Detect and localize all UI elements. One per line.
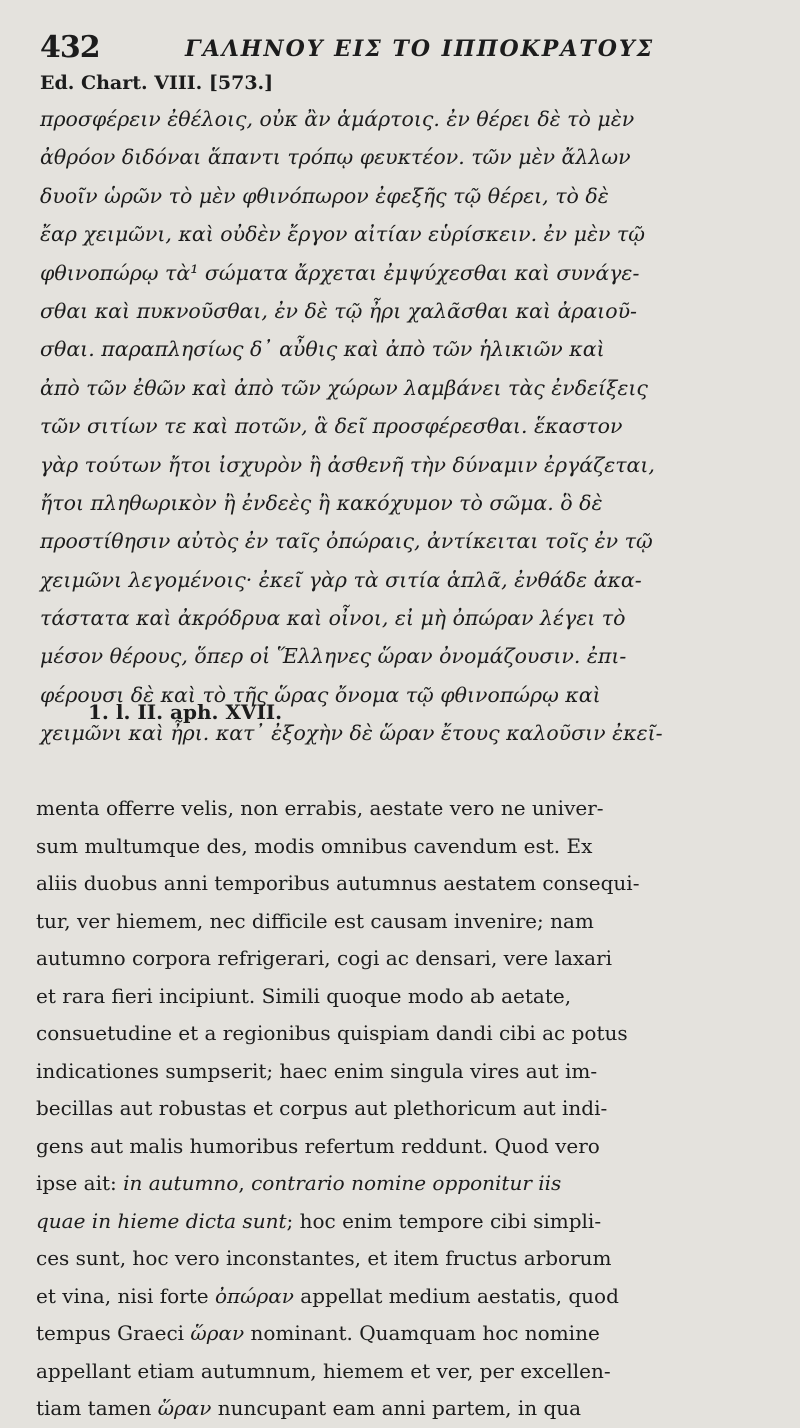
latin-line: consuetudine et a regionibus quispiam dandi cibi ac potus — [36, 1021, 628, 1045]
latin-line: gens aut malis humoribus refertum reddunt. Quod vero — [36, 1133, 600, 1158]
latin-line: appellant etiam autumnum, hiemem et ver, per excellen- — [36, 1358, 611, 1383]
latin-line: aliis duobus anni temporibus autumnus aestatem consequi- — [36, 871, 640, 895]
greek-line: φέρουσι δὲ καὶ τὸ τῆς ὥρας ὄνομα τῷ φθινοπώρῳ καὶ — [40, 682, 601, 707]
running-title: ΓΑΛΗΝΟΥ ΕΙΣ ΤΟ ΙΠΠΟΚΡΑΤΟΥΣ — [185, 36, 655, 62]
latin-text-block — [36, 790, 771, 1428]
edition-reference: Ed. Chart. VIII. [573.] — [40, 72, 274, 94]
footnote: 1. l. II. aph. XVII. — [88, 700, 283, 724]
latin-line: tempus Graeci ὥραν nominant. Quamquam hoc nomine — [36, 1321, 600, 1345]
latin-line: quae in hieme dicta sunt; hoc enim tempore cibi simpli- — [36, 1208, 602, 1233]
greek-text-block — [40, 100, 770, 753]
greek-line: χειμῶνι καὶ ἦρι. κατ᾽ ἐξοχὴν δὲ ὥραν ἔτους καλοῦσιν ἐκεῖ- — [40, 721, 663, 746]
greek-line: προστίθησιν αὐτὸς ἐν ταῖς ὀπώραις, ἀντίκειται τοῖς ἐν τῷ — [40, 529, 653, 554]
greek-line: γὰρ τούτων ἤτοι ἰσχυρὸν ἢ ἀσθενῆ τὴν δύναμιν ἐργάζεται, — [40, 452, 655, 477]
latin-line: sum multumque des, modis omnibus cavendum est. Ex — [36, 833, 593, 858]
latin-line: et rara fieri incipiunt. Simili quoque modo ab aetate, — [36, 983, 572, 1008]
greek-line: ἀθρόον διδόναι ἅπαντι τρόπῳ φευκτέον. τῶν μὲν ἄλλων — [40, 145, 631, 170]
greek-line: φθινοπώρῳ τὰ¹ σώματα ἄρχεται ἐμψύχεσθαι καὶ συνάγε- — [40, 260, 640, 285]
latin-line: menta offerre velis, non errabis, aestate vero ne univer- — [36, 796, 604, 820]
greek-line: δυοῖν ὡρῶν τὸ μὲν φθινόπωρον ἐφεξῆς τῷ θέρει, τὸ δὲ — [40, 183, 609, 208]
latin-line: becillas aut robustas et corpus aut plethoricum aut indi- — [36, 1096, 608, 1120]
latin-line: autumno corpora refrigerari, cogi ac densari, vere laxari — [36, 946, 613, 970]
greek-line: ἀπὸ τῶν ἐθῶν καὶ ἀπὸ τῶν χώρων λαμβάνει τὰς ἐνδείξεις — [40, 375, 648, 400]
latin-line: ipse ait: in autumno, contrario nomine opponitur iis — [36, 1171, 562, 1195]
greek-line: χειμῶνι λεγομένοις· ἐκεῖ γὰρ τὰ σιτία ἁπλᾶ, ἐνθάδε ἀκα- — [40, 567, 642, 592]
greek-line: προσφέρειν ἐθέλοις, οὐκ ἂν ἁμάρτοις. ἐν θέρει δὲ τὸ μὲν — [40, 107, 635, 131]
latin-line: ces sunt, hoc vero inconstantes, et item fructus arborum — [36, 1246, 612, 1270]
latin-line: tur, ver hiemem, nec difficile est causam invenire; nam — [36, 908, 594, 933]
greek-line: σθαι. παραπλησίως δ᾽ αὖθις καὶ ἀπὸ τῶν ἡλικιῶν καὶ — [40, 337, 605, 362]
greek-line: μέσον θέρους, ὅπερ οἱ Ἕλληνες ὥραν ὀνομάζουσιν. ἐπι- — [40, 644, 627, 669]
greek-line: ἤτοι πληθωρικὸν ἢ ἐνδεὲς ἢ κακόχυμον τὸ σῶμα. ὃ δὲ — [40, 490, 603, 515]
page-header — [40, 30, 780, 70]
greek-line: τάστατα καὶ ἀκρόδρυα καὶ οἶνοι, εἰ μὴ ὀπώραν λέγει τὸ — [40, 606, 626, 631]
greek-line: τῶν σιτίων τε καὶ ποτῶν, ἃ δεῖ προσφέρεσθαι. ἕκαστον — [40, 414, 623, 439]
greek-line: ἔαρ χειμῶνι, καὶ οὐδὲν ἔργον αἰτίαν εὑρίσκειν. ἐν μὲν τῷ — [40, 222, 645, 247]
page-number: 432 — [40, 30, 100, 65]
greek-line: σθαι καὶ πυκνοῦσθαι, ἐν δὲ τῷ ἦρι χαλᾶσθαι καὶ ἀραιοῦ- — [40, 298, 637, 323]
latin-line: indicationes sumpserit; haec enim singula vires aut im- — [36, 1058, 598, 1083]
latin-line: tiam tamen ὥραν nuncupant eam anni partem, in qua — [36, 1396, 582, 1420]
latin-line: et vina, nisi forte ὀπώραν appellat medium aestatis, quod — [36, 1283, 619, 1308]
